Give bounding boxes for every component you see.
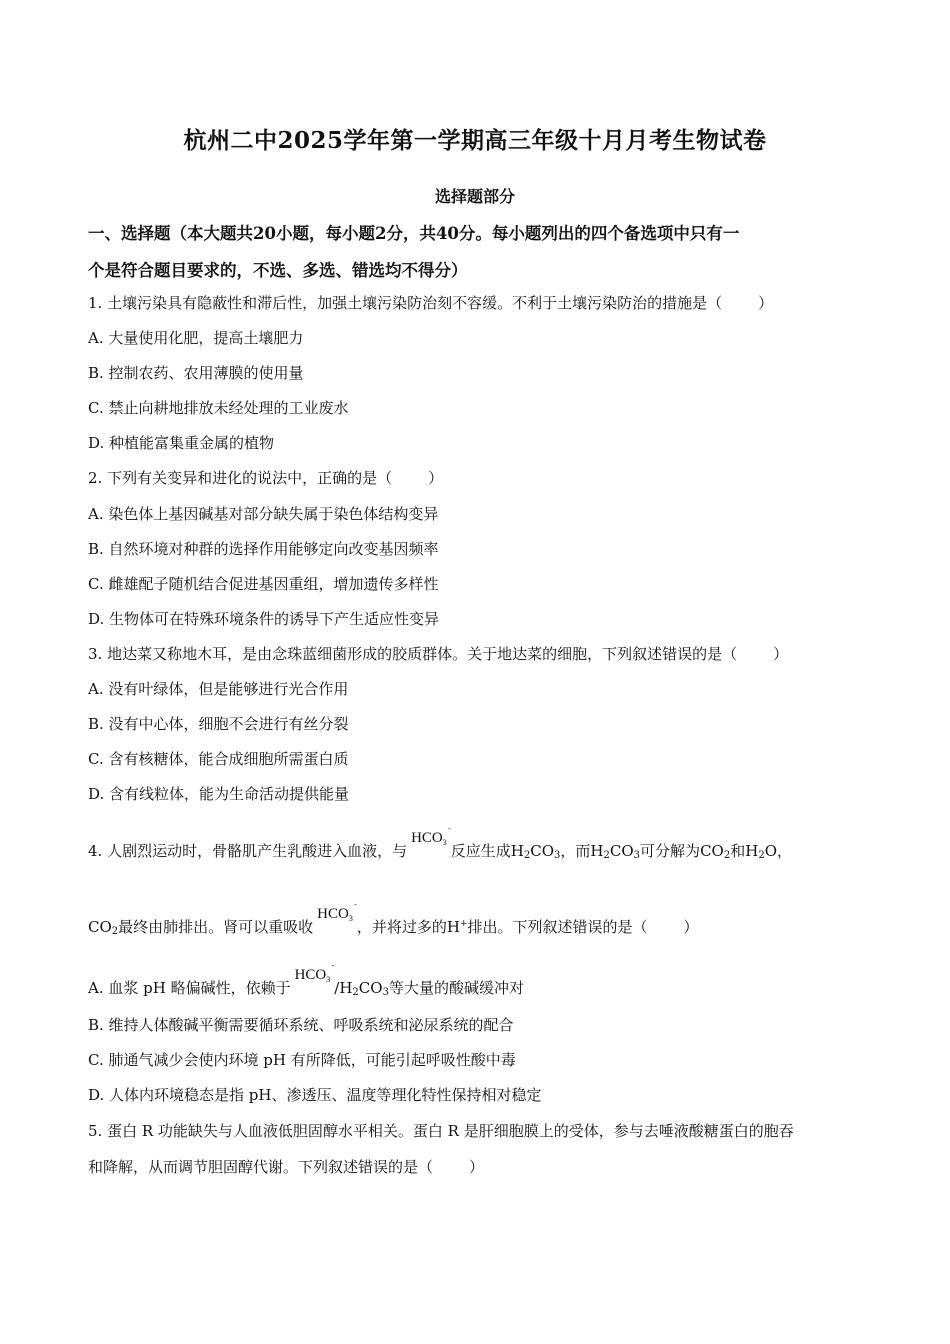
co2-line2-co: CO [88,918,112,936]
question-1-stem [88,292,773,313]
option-a-h2co3-sub2: 2 [352,987,359,998]
question-4-paren-close: ） [683,918,699,936]
question-3-paren-close: ） [773,645,789,663]
question-1-option-d: D. 种植能富集重金属的植物 [88,434,275,452]
formula-subscript-2: 3 [348,914,353,923]
question-4-text-part8: 排出。下列叙述错误的是（ [467,918,648,936]
question-3-text: 3. 地达菜又称地木耳，是由念珠蓝细菌形成的胶质群体。关于地达菜的细胞，下列叙述错误的是（ [88,645,738,663]
question-3-option-c: C. 含有核糖体，能合成细胞所需蛋白质 [88,750,349,768]
question-4-text-part5: 和 [730,842,746,860]
question-5-paren-close: ） [469,1158,485,1176]
question-4-text-part1: 4. 人剧烈运动时，骨骼肌产生乳酸进入血液，与 [88,842,408,860]
question-2-text: 2. 下列有关变异和进化的说法中，正确的是（ [88,469,393,487]
option-a-h2co3-co: CO [358,979,383,997]
formula-charge-3: - [331,961,335,970]
h2co3b-sub2: 2 [603,850,610,861]
h2o-o: O [764,842,778,860]
option-a-h2co3-h: H [339,979,353,997]
part-heading: 选择题部分 [434,187,515,206]
h2o-h: H [745,842,759,860]
h2o-sub: 2 [758,850,765,861]
co2-line2-sub: 2 [111,926,119,937]
question-2-option-d: D. 生物体可在特殊环境条件的诱导下产生适应性变异 [88,610,440,628]
question-1-option-b: B. 控制农药、农用薄膜的使用量 [88,364,304,382]
question-4-option-d: D. 人体内环境稳态是指 pH、渗透压、温度等理化特性保持相对稳定 [88,1086,542,1104]
option-a-text-part1: A. 血浆 pH 略偏碱性，依赖于 [88,979,291,997]
question-5-stem-line2 [88,1156,484,1177]
co2-co: CO [700,842,724,860]
formula-hco-3: HCO [294,967,327,983]
co2-sub: 2 [723,850,731,861]
question-2-option-b: B. 自然环境对种群的选择作用能够定向改变基因频率 [88,540,439,558]
formula-charge: - [448,824,451,833]
question-3-option-d: D. 含有线粒体，能为生命活动提供能量 [88,785,350,803]
question-1-text: 1. 土壤污染具有隐蔽性和滞后性，加强土壤污染防治刻不容缓。不利于土壤污染防治的措施是（ [88,294,723,312]
h2co3-h: H [510,842,524,860]
section-heading-line2: 个是符合题目要求的，不选、多选、错选均不得分） [88,261,468,280]
question-2-option-a: A. 染色体上基因碱基对部分缺失属于染色体结构变异 [88,505,439,523]
question-4-text-part6: 最终由肺排出。肾可以重吸收 [118,918,314,936]
h2co3-sub2: 2 [523,850,531,861]
h2co3b-sub3: 3 [633,850,641,861]
question-3-option-a: A. 没有叶绿体，但是能够进行光合作用 [88,680,349,698]
question-3-option-b: B. 没有中心体，细胞不会进行有丝分裂 [88,715,349,733]
formula-hco-2: HCO [317,906,349,922]
formula-subscript: 3 [442,838,447,847]
question-4-text-part3: ，而 [560,842,591,860]
question-4-option-c: C. 肺通气减少会使内环境 pH 有所降低，可能引起呼吸性酸中毒 [88,1051,516,1069]
question-4-comma: ， [777,842,793,860]
formula-subscript-3: 3 [326,975,331,984]
h2co3b-co: CO [609,842,634,860]
exam-title: 杭州二中2025学年第一学期高三年级十月月考生物试卷 [183,127,767,154]
question-2-stem [88,467,443,488]
section-heading-line1: 一、选择题（本大题共20小题，每小题2分，共40分。每小题列出的四个备选项中只有一 [88,224,740,243]
question-4-stem-line2 [88,900,699,937]
h2co3-co: CO [530,842,555,860]
question-4-text-part7: ，并将过多的 [356,918,447,936]
question-1-option-c: C. 禁止向耕地排放未经处理的工业废水 [88,399,349,417]
question-4-option-a [88,961,524,998]
question-2-paren-close: ） [428,469,444,487]
question-1-paren-close: ） [758,294,774,312]
question-1-option-a: A. 大量使用化肥，提高土壤肥力 [88,329,304,347]
formula-charge-2: - [354,900,357,909]
question-3-stem [88,643,788,664]
question-5-stem-line1: 5. 蛋白 R 功能缺失与人血液低胆固醇水平相关。蛋白 R 是肝细胞膜上的受体，参与去唾液酸糖蛋白的胞吞 [88,1122,794,1140]
question-4-text-part2: 反应生成 [450,842,511,860]
bicarbonate-formula-3 [294,961,335,984]
question-2-option-c: C. 雌雄配子随机结合促进基因重组，增加遗传多样性 [88,575,439,593]
h2co3b-h: H [590,842,604,860]
question-4-stem-line1 [88,824,793,861]
bicarbonate-formula [411,824,451,847]
option-a-text-part2: 等大量的酸碱缓冲对 [388,979,524,997]
h2co3-sub3: 3 [554,850,561,861]
question-5-text: 和降解，从而调节胆固醇代谢。下列叙述错误的是（ [88,1158,434,1176]
option-a-slash: / [334,979,340,997]
option-a-h2co3-sub3: 3 [382,987,389,998]
formula-hco: HCO [411,830,443,846]
hion-charge: + [459,919,468,929]
question-4-text-part4: 可分解为 [640,842,701,860]
hion-h: H [446,918,460,936]
bicarbonate-formula-2 [317,900,357,923]
question-4-option-b: B. 维持人体酸碱平衡需要循环系统、呼吸系统和泌尿系统的配合 [88,1016,514,1034]
